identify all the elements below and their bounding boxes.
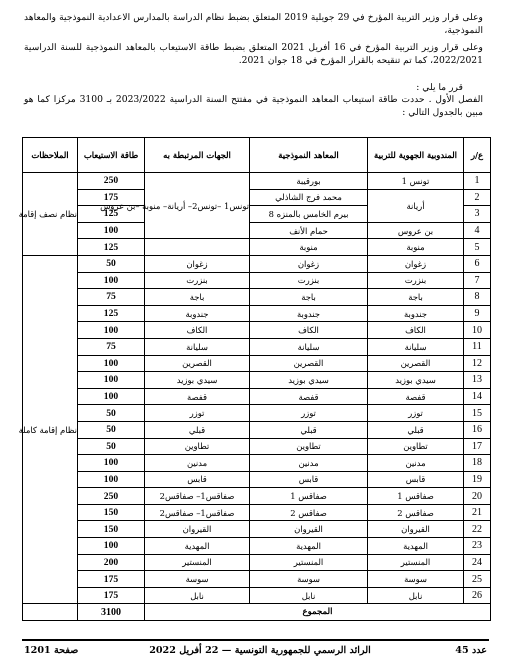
linked-cell: قابس [145, 471, 250, 488]
capacity-cell: 150 [78, 504, 145, 521]
table-row [23, 504, 491, 521]
total-value: 3100 [78, 604, 145, 621]
institute-cell: محمد فرج الشاذلي [250, 189, 368, 206]
linked-cell: تطاوين [145, 438, 250, 455]
institute-cell: زغوان [250, 255, 368, 272]
issue-number: عدد 45 [455, 645, 487, 656]
capacity-cell: 175 [78, 189, 145, 206]
linked-cell: قبلي [145, 421, 250, 438]
intro-paragraph-2: وعلى قرار وزير التربية المؤرخ في 16 أفريل 2021 المتعلق بضبط طاقة الاستيعاب بالمعاهد النموذجية للسنة الدراسية 2022/2021، كما تم تنقيحه بالقرار المؤرخ في 18 جوان 2021. [24, 42, 483, 66]
institute-cell: صفاقس 1 [250, 488, 368, 505]
table-row [23, 438, 491, 455]
page-number: صفحة 1201 [24, 645, 79, 656]
linked-cell: باجة [145, 289, 250, 306]
capacity-table [18, 137, 491, 621]
note-full-boarding-cell [18, 255, 78, 603]
institute-cell: قابس [250, 471, 368, 488]
region-cell: بنزرت [368, 272, 464, 289]
table-row [23, 471, 491, 488]
capacity-cell: 125 [78, 206, 145, 223]
institute-cell: سوسة [250, 571, 368, 588]
row-number: 17 [464, 438, 491, 455]
table-row [23, 405, 491, 422]
linked-cell: بنزرت [145, 272, 250, 289]
region-cell: أريانة [368, 189, 464, 222]
table-row [23, 222, 491, 239]
region-cell: زغوان [368, 255, 464, 272]
row-number: 10 [464, 322, 491, 339]
region-cell: سليانة [368, 338, 464, 355]
capacity-cell: 50 [78, 421, 145, 438]
table-row [23, 521, 491, 538]
institute-cell: قفصة [250, 388, 368, 405]
linked-regions-group-text: تونس1 –تونس2– أريانة– منوبة –بن عروس [100, 200, 249, 211]
capacity-cell: 100 [78, 322, 145, 339]
row-number: 24 [464, 554, 491, 571]
table-row [23, 571, 491, 588]
row-number: 4 [464, 222, 491, 239]
table-row [23, 173, 491, 190]
linked-cell: المنستير [145, 554, 250, 571]
region-cell: تونس 1 [368, 173, 464, 190]
institute-cell: باجة [250, 289, 368, 306]
table-header-row [23, 138, 491, 173]
institute-cell: بنزرت [250, 272, 368, 289]
capacity-cell: 100 [78, 372, 145, 389]
capacity-cell: 125 [78, 239, 145, 256]
linked-cell [145, 239, 250, 256]
institute-cell: تطاوين [250, 438, 368, 455]
table-row [23, 388, 491, 405]
linked-cell: سيدي بوزيد [145, 372, 250, 389]
region-cell: المهدية [368, 538, 464, 555]
row-number: 15 [464, 405, 491, 422]
table-row [23, 554, 491, 571]
note-half-boarding-cell [18, 173, 78, 256]
row-number: 11 [464, 338, 491, 355]
region-cell: قابس [368, 471, 464, 488]
total-notes-empty [23, 604, 78, 621]
row-number: 3 [464, 206, 491, 223]
row-number: 1 [464, 173, 491, 190]
table-row [23, 305, 491, 322]
linked-cell: سليانة [145, 338, 250, 355]
region-cell: الكاف [368, 322, 464, 339]
region-cell: تطاوين [368, 438, 464, 455]
institute-cell: صفاقس 2 [250, 504, 368, 521]
linked-cell: قفصة [145, 388, 250, 405]
capacity-cell: 100 [78, 388, 145, 405]
institute-cell: نابل [250, 587, 368, 604]
row-number: 18 [464, 455, 491, 472]
footer-divider [22, 639, 489, 641]
region-cell: باجة [368, 289, 464, 306]
table-total-row [23, 604, 491, 621]
institute-cell: بورقيبة [250, 173, 368, 190]
linked-cell: الكاف [145, 322, 250, 339]
total-label: المجموع [145, 604, 491, 621]
capacity-cell: 100 [78, 272, 145, 289]
row-number: 16 [464, 421, 491, 438]
note-full-boarding-text: نظام إقامة كاملة [18, 424, 77, 435]
capacity-cell: 50 [78, 255, 145, 272]
region-cell: توزر [368, 405, 464, 422]
capacity-cell: 150 [78, 521, 145, 538]
linked-cell: سوسة [145, 571, 250, 588]
linked-cell: جندوبة [145, 305, 250, 322]
capacity-cell: 100 [78, 222, 145, 239]
table-row [23, 338, 491, 355]
institute-cell: جندوبة [250, 305, 368, 322]
institute-cell: حمام الأنف [250, 222, 368, 239]
capacity-cell: 50 [78, 438, 145, 455]
capacity-cell: 250 [78, 173, 145, 190]
capacity-cell: 175 [78, 587, 145, 604]
capacity-cell: 125 [78, 305, 145, 322]
capacity-cell: 100 [78, 355, 145, 372]
row-number: 25 [464, 571, 491, 588]
region-cell: القصرين [368, 355, 464, 372]
table-row [23, 421, 491, 438]
region-cell: المنستير [368, 554, 464, 571]
table-row [23, 538, 491, 555]
institute-cell: مدنين [250, 455, 368, 472]
region-cell: سيدي بوزيد [368, 372, 464, 389]
linked-cell: صفاقس1– صفاقس2 [145, 488, 250, 505]
institute-cell: سيدي بوزيد [250, 372, 368, 389]
row-number: 23 [464, 538, 491, 555]
row-number: 13 [464, 372, 491, 389]
row-number: 7 [464, 272, 491, 289]
capacity-cell: 75 [78, 338, 145, 355]
capacity-cell: 50 [78, 405, 145, 422]
table-row [23, 272, 491, 289]
table-row [23, 289, 491, 306]
institute-cell: سليانة [250, 338, 368, 355]
table-row [23, 488, 491, 505]
intro-paragraph-1: وعلى قرار وزير التربية المؤرخ في 29 جويلية 2019 المتعلق بضبط نظام الدراسة بالمدارس الاعدادية النموذجية والمعاهد النموذجية، [24, 12, 483, 36]
institute-cell: القيروان [250, 521, 368, 538]
institute-cell: بيرم الخامس بالمنزه 8 [250, 206, 368, 223]
capacity-cell: 75 [78, 289, 145, 306]
row-number: 14 [464, 388, 491, 405]
linked-cell: نابل [145, 587, 250, 604]
institute-cell: الكاف [250, 322, 368, 339]
linked-cell: القصرين [145, 355, 250, 372]
header-num: ع/ر [464, 138, 491, 173]
region-cell: بن عروس [368, 222, 464, 239]
institute-cell: المهدية [250, 538, 368, 555]
capacity-cell: 250 [78, 488, 145, 505]
linked-cell: زغوان [145, 255, 250, 272]
institute-cell: القصرين [250, 355, 368, 372]
linked-cell: القيروان [145, 521, 250, 538]
capacity-cell: 100 [78, 455, 145, 472]
region-cell: منوبة [368, 239, 464, 256]
intro-paragraph-3: قرر ما يلي : [416, 82, 463, 93]
table-row [23, 587, 491, 604]
table-row [23, 322, 491, 339]
intro-paragraph-4: الفصل الأول . حددت طاقة استيعاب المعاهد النموذجية في مفتتح السنة الدراسية 2023/2022 بـ 3100 مركزا كما هو مبين بالجدول التالي : [24, 94, 483, 118]
linked-cell: مدنين [145, 455, 250, 472]
institute-cell: منوبة [250, 239, 368, 256]
row-number: 6 [464, 255, 491, 272]
header-capacity: طاقة الاستيعاب [78, 138, 145, 173]
table-row [23, 189, 491, 206]
region-cell: صفاقس 2 [368, 504, 464, 521]
header-institute: المعاهد النموذجية [250, 138, 368, 173]
capacity-cell: 175 [78, 571, 145, 588]
linked-cell: توزر [145, 405, 250, 422]
table-row [23, 455, 491, 472]
header-region: المندوبية الجهوية للتربية [368, 138, 464, 173]
row-number: 19 [464, 471, 491, 488]
row-number: 9 [464, 305, 491, 322]
capacity-cell: 100 [78, 471, 145, 488]
gazette-title: الرائد الرسمي للجمهورية التونسية — 22 أفريل 2022 [149, 645, 371, 656]
region-cell: قفصة [368, 388, 464, 405]
row-number: 8 [464, 289, 491, 306]
row-number: 12 [464, 355, 491, 372]
row-number: 20 [464, 488, 491, 505]
table-row [23, 372, 491, 389]
region-cell: مدنين [368, 455, 464, 472]
region-cell: جندوبة [368, 305, 464, 322]
linked-cell: المهدية [145, 538, 250, 555]
row-number: 26 [464, 587, 491, 604]
institute-cell: توزر [250, 405, 368, 422]
region-cell: نابل [368, 587, 464, 604]
region-cell: صفاقس 1 [368, 488, 464, 505]
header-notes: الملاحظات [23, 138, 78, 173]
table-row [23, 239, 491, 256]
row-number: 21 [464, 504, 491, 521]
region-cell: قبلي [368, 421, 464, 438]
table-row [23, 355, 491, 372]
row-number: 5 [464, 239, 491, 256]
row-number: 2 [464, 189, 491, 206]
institute-cell: قبلي [250, 421, 368, 438]
region-cell: سوسة [368, 571, 464, 588]
institute-cell: المنستير [250, 554, 368, 571]
capacity-cell: 100 [78, 538, 145, 555]
linked-cell: صفاقس1– صفاقس2 [145, 504, 250, 521]
table-row [23, 255, 491, 272]
header-linked: الجهات المرتبطة به [145, 138, 250, 173]
row-number: 22 [464, 521, 491, 538]
note-half-boarding-text: نظام نصف إقامة [18, 208, 77, 219]
region-cell: القيروان [368, 521, 464, 538]
capacity-cell: 200 [78, 554, 145, 571]
